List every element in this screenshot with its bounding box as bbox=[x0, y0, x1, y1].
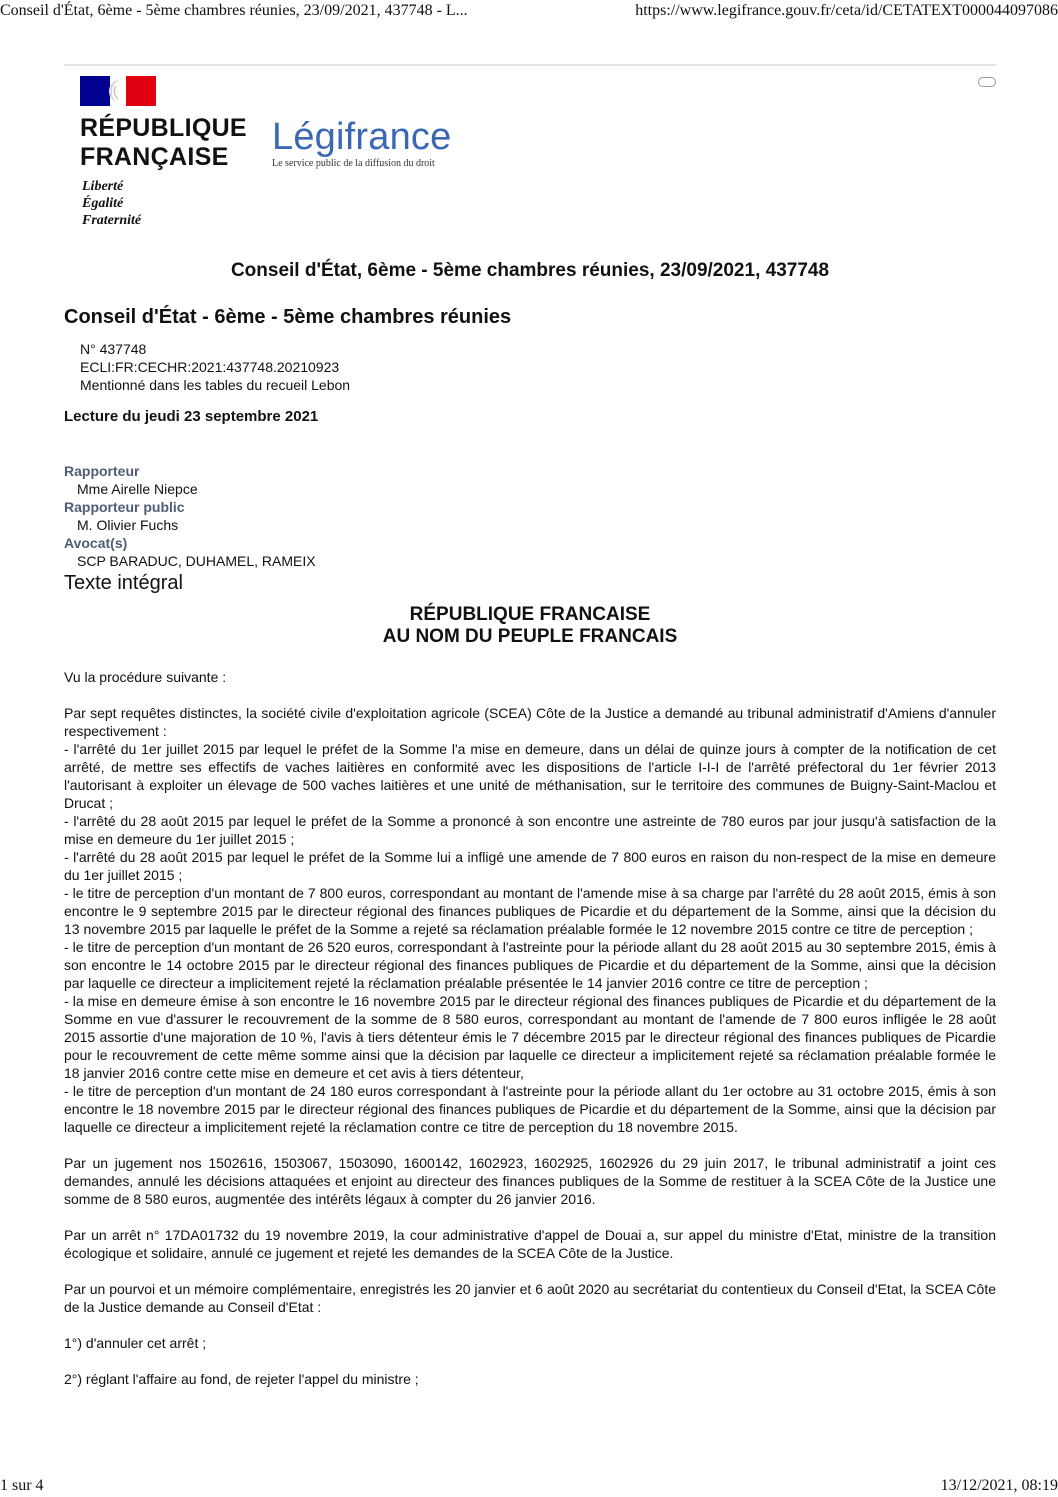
paragraph: Par un pourvoi et un mémoire complémentaire, enregistrés les 20 janvier et 6 août 2020 au secrétariat du contentieux du Conseil d'Etat, la SCEA Côte de la Justice demande au Conseil d'Etat : bbox=[64, 1281, 996, 1315]
rapporteur-label: Rapporteur bbox=[64, 463, 140, 479]
print-header-url[interactable]: https://www.legifrance.gouv.fr/ceta/id/CETATEXT000044097086 bbox=[635, 2, 1058, 19]
paragraph-line: - le titre de perception d'un montant de 24 180 euros correspondant à l'astreinte pour la période allant du 1er octobre au 31 octobre 2015, émis à son encontre le 18 novembre 2015 par le directeur régional des finances publiques de Picardie et du département de la Somme, ainsi que la décision par laquelle ce directeur a implicitement rejeté la réclamation contre ce titre de perception du 18 novembre 2015. bbox=[64, 1083, 996, 1135]
rf-line-1: RÉPUBLIQUE bbox=[80, 114, 247, 142]
top-divider bbox=[64, 64, 996, 66]
print-footer-datetime: 13/12/2021, 08:19 bbox=[940, 1477, 1058, 1494]
paragraph-line: - le titre de perception d'un montant de 26 520 euros, correspondant à l'astreinte pour la période allant du 28 août 2015 au 30 septembre 2015, émis à son encontre le 14 octobre 2015 par le directeur régional des finances publiques de Picardie et du département de la Somme, ainsi que la décision par laquelle ce directeur a implicitement rejeté la réclamation préalable présentée le 14 janvier 2016 contre ce titre de perception ; bbox=[64, 939, 996, 991]
print-footer-page: 1 sur 4 bbox=[0, 1477, 44, 1494]
decision-body bbox=[64, 668, 996, 1406]
devise-liberte: Liberté bbox=[82, 179, 124, 194]
site-logo[interactable] bbox=[80, 76, 500, 236]
avocats-label: Avocat(s) bbox=[64, 535, 128, 551]
participants bbox=[64, 462, 316, 570]
republique-francaise-wordmark bbox=[80, 114, 247, 172]
paragraph: 1°) d'annuler cet arrêt ; bbox=[64, 1335, 207, 1351]
lecture-date: Lecture du jeudi 23 septembre 2021 bbox=[64, 408, 319, 425]
requests-paragraph bbox=[64, 704, 996, 1136]
print-footer bbox=[0, 1473, 1058, 1495]
devise-egalite: Égalité bbox=[82, 196, 124, 211]
paragraph: Vu la procédure suivante : bbox=[64, 669, 227, 685]
paragraph-line: - l'arrêté du 1er juillet 2015 par lequel le préfet de la Somme l'a mise en demeure, dans un délai de quinze jours à compter de la notification de cet arrêté, de mettre ses effectifs de vaches laitières en conformité avec les dispositions de l'article I-I-I de l'arrêté préfectoral du 1er février 2013 l'autorisant à exploiter un élevage de 500 vaches laitières et une unité de méthanisation, sur le territoire des communes de Buigny-Saint-Maclou et Drucat ; bbox=[64, 741, 996, 811]
texte-integral-heading: Texte intégral bbox=[64, 572, 183, 594]
paragraph-line: - l'arrêté du 28 août 2015 par lequel le préfet de la Somme lui a infligé une amende de 7 800 euros en raison du non-respect de la mise en demeure du 1er juillet 2015 ; bbox=[64, 849, 996, 883]
rf-line-2: FRANÇAISE bbox=[80, 143, 229, 171]
legifrance-brand: Légifrance bbox=[272, 116, 452, 158]
print-header bbox=[0, 2, 1058, 24]
paragraph: Par un jugement nos 1502616, 1503067, 1503090, 1600142, 1602923, 1602925, 1602926 du 29 juin 2017, le tribunal administratif a joint ces demandes, annulé les décisions attaquées et enjoint au directeur des finances publiques de la Somme de restituer à la SCEA Côte de la Justice une somme de 8 580 euros, augmentée des intérêts légaux à compter du 26 janvier 2016. bbox=[64, 1155, 996, 1207]
lebon-mention: Mentionné dans les tables du recueil Lebon bbox=[80, 377, 351, 393]
avocats-names: SCP BARADUC, DUHAMEL, RAMEIX bbox=[77, 553, 316, 569]
paragraph-line: - l'arrêté du 28 août 2015 par lequel le préfet de la Somme a prononcé à son encontre une astreinte de 780 euros par jour jusqu'à satisfaction de la mise en demeure du 1er juillet 2015 ; bbox=[64, 813, 996, 847]
chamber-heading: Conseil d'État - 6ème - 5ème chambres réunies bbox=[64, 306, 512, 328]
print-header-title: Conseil d'État, 6ème - 5ème chambres réunies, 23/09/2021, 437748 - L... bbox=[0, 2, 468, 19]
republic-line-2: AU NOM DU PEUPLE FRANCAIS bbox=[382, 626, 678, 647]
paragraph-line: - le titre de perception d'un montant de 7 800 euros, correspondant au montant de l'amende mise à sa charge par l'arrêté du 28 août 2015, émis à son encontre le 9 septembre 2015 par le directeur régional des finances publiques de Picardie et du département de la Somme, ainsi que la décision du 13 novembre 2015 par laquelle le préfet de la Somme a rejeté sa réclamation préalable formée le 12 novembre 2015 contre ce titre de perception ; bbox=[64, 885, 996, 937]
document-title: Conseil d'État, 6ème - 5ème chambres réunies, 23/09/2021, 437748 bbox=[230, 260, 830, 281]
republic-heading bbox=[64, 604, 996, 648]
decision-number: N° 437748 bbox=[80, 341, 147, 357]
rapporteur-public-label: Rapporteur public bbox=[64, 499, 185, 515]
paragraph: Par un arrêt n° 17DA01732 du 19 novembre 2019, la cour administrative d'appel de Douai a, sur appel du ministre d'Etat, ministre de la transition écologique et solidaire, annulé ce jugement et rejeté les demandes de la SCEA Côte de la Justice. bbox=[64, 1227, 996, 1261]
marianne-flag-icon bbox=[80, 76, 156, 106]
rapporteur-name: Mme Airelle Niepce bbox=[77, 481, 198, 497]
paragraph: 2°) réglant l'affaire au fond, de rejeter l'appel du ministre ; bbox=[64, 1371, 419, 1387]
devise-fraternite: Fraternité bbox=[82, 213, 142, 228]
toggle-pill-icon[interactable] bbox=[978, 77, 996, 87]
decision-metadata bbox=[80, 340, 350, 394]
legifrance-subtitle: Le service public de la diffusion du droit bbox=[272, 158, 435, 169]
ecli-identifier: ECLI:FR:CECHR:2021:437748.20210923 bbox=[80, 359, 340, 375]
devise bbox=[82, 178, 141, 229]
paragraph-line: Par sept requêtes distinctes, la société civile d'exploitation agricole (SCEA) Côte de la Justice a demandé au tribunal administratif d'Amiens d'annuler respectivement : bbox=[64, 705, 996, 739]
republic-line-1: RÉPUBLIQUE FRANCAISE bbox=[409, 604, 651, 625]
rapporteur-public-name: M. Olivier Fuchs bbox=[77, 517, 179, 533]
paragraph-line: - la mise en demeure émise à son encontre le 16 novembre 2015 par le directeur régional des finances publiques de Picardie et du département de la Somme en vue d'assurer le recouvrement de la somme de 8 580 euros, correspondant au montant de l'amende de 7 800 euros infligée le 28 août 2015 assortie d'une majoration de 10 %, l'avis à tiers détenteur émis le 7 décembre 2015 par le directeur régional des finances publiques de Picardie pour le recouvrement de cette même somme ainsi que la décision par laquelle ce directeur a implicitement rejeté sa réclamation préalable formée le 18 janvier 2016 contre cette mise en demeure et cet avis à tiers détenteur, bbox=[64, 993, 996, 1081]
